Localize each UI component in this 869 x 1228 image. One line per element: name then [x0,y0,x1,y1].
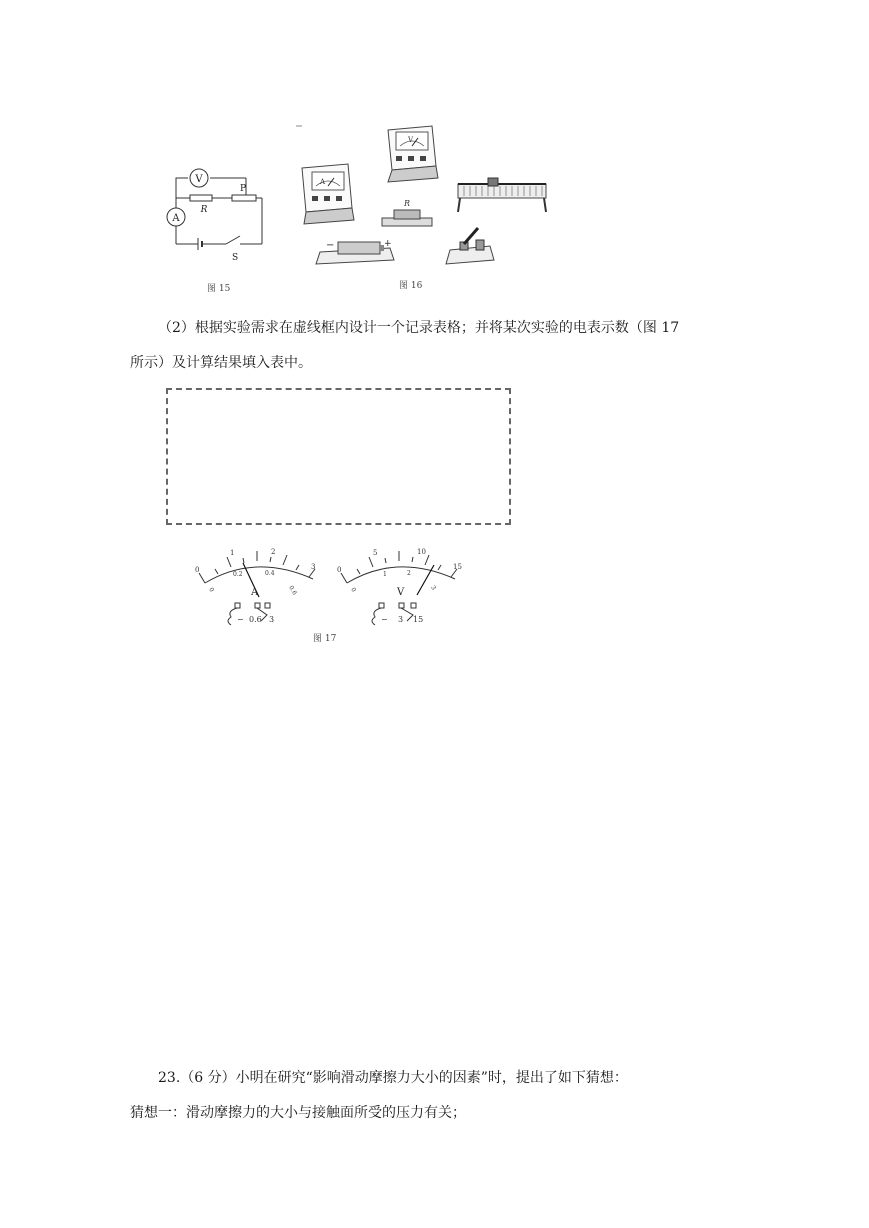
slider-label: P [240,184,247,194]
voltmeter-outer-2: 10 [417,548,426,556]
ammeter-device-icon [302,164,354,224]
ammeter-outer-3: 3 [311,563,316,571]
figure-15-circuit-diagram [160,150,270,270]
resistor-device-icon [382,210,432,226]
figure-16-equipment-illustration [290,120,560,275]
voltmeter-outer-3: 15 [453,563,462,571]
battery-minus-label: − [326,240,335,251]
question-2-line-2: 所示）及计算结果填入表中。 [130,355,312,371]
ammeter-inner-2: 0.4 [265,570,275,577]
ammeter-terminal-3: 3 [269,615,275,624]
figure-15-caption: 图 15 [207,284,231,294]
voltmeter-device-face: V [408,136,414,144]
ammeter-symbol-label: A [172,213,180,224]
ammeter-device-face: A [320,178,326,186]
question-2-line-1: （2）根据实验需求在虚线框内设计一个记录表格；并将某次实验的电表示数（图 17 [158,320,680,336]
question-23-line-1: 23.（6 分）小明在研究“影响滑动摩擦力大小的因素”时，提出了如下猜想： [158,1070,628,1086]
ammeter-outer-0: 0 [195,566,200,574]
ammeter-dial-symbol: A [251,587,259,598]
voltmeter-inner-0: 0 [349,586,358,594]
voltmeter-inner-1: 1 [383,571,387,578]
voltmeter-symbol-label: V [195,174,203,185]
ammeter-outer-2: 2 [271,548,276,556]
answer-table-dashed-box[interactable] [166,388,511,525]
ammeter-inner-1: 0.2 [233,571,243,578]
voltmeter-terminal-15: 15 [413,615,424,624]
knife-switch-device-icon [446,228,494,264]
voltmeter-dial-symbol: V [397,587,405,598]
figure-17-caption: 图 17 [313,634,337,644]
figure-17-meter-dials [185,545,475,630]
ammeter-inner-3: 0.6 [287,584,299,597]
voltmeter-outer-0: 0 [337,566,342,574]
rheostat-device-icon [458,178,546,212]
voltmeter-inner-2: 2 [407,570,411,577]
voltmeter-terminal-3: 3 [398,615,404,624]
voltmeter-device-icon [388,126,438,182]
switch-label: S [232,253,239,263]
ammeter-outer-1: 1 [230,549,235,557]
voltmeter-outer-1: 5 [373,549,378,557]
resistor-device-label: R [404,199,411,208]
voltmeter-terminals-icon [372,603,416,625]
question-23-line-2: 猜想一：滑动摩擦力的大小与接触面所受的压力有关； [130,1105,466,1121]
figure-16-caption: 图 16 [399,281,423,291]
voltmeter-terminal-minus: − [381,615,388,624]
battery-plus-label: + [384,239,392,249]
ammeter-terminal-minus: − [237,615,244,624]
voltmeter-inner-3: 3 [429,584,438,592]
resistor-label: R [200,205,208,215]
ammeter-inner-0: 0 [207,586,216,594]
ammeter-terminal-0-6: 0.6 [249,615,262,624]
